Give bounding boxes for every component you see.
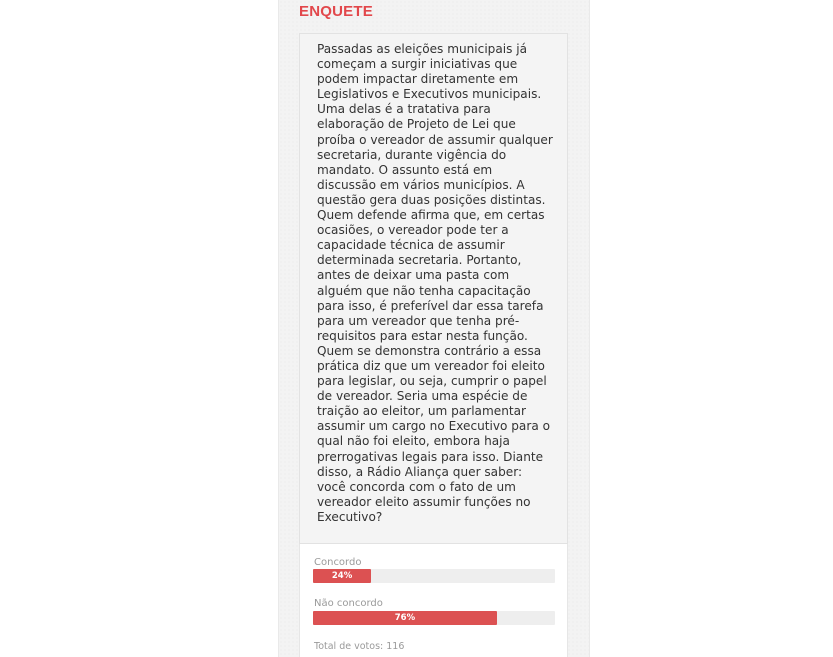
result-percent-nao-concordo: 76% [394,613,416,623]
result-percent-concordo: 24% [331,571,353,581]
poll-results [299,544,568,657]
poll-widget [278,0,590,657]
poll-question-text: Passadas as eleições municipais já começam a surgir iniciativas que podem impactar diretamente em Legislativos e Executivos municipais. Uma delas é a tratativa para elaboração de Projeto de Lei que proíba o vereador de assumir qualquer secretaria, durante vigência do mandato. O assunto está em discussão em vários municípios. A questão gera duas posições distintas. Quem defende afirma que, em certas ocasiões, o vereador pode ter a capacidade técnica de assumir determinada secretaria. Portanto, antes de deixar uma pasta com alguém que não tenha capacitação para isso, é preferível dar essa tarefa para um vereador que tenha pré-requisitos para estar nesta função. Quem se demonstra contrário a essa prática diz que um vereador foi eleito para legislar, ou seja, cumprir o papel de vereador. Seria uma espécie de traição ao eleitor, um parlamentar assumir um cargo no Executivo para o qual não foi eleito, embora haja prerrogativas legais para isso. Diante disso, a Rádio Aliança quer saber: você concorda com o fato de um vereador eleito assumir funções no Executivo? [317,42,553,524]
result-bar-concordo [313,569,555,583]
result-bar-fill-nao-concordo [313,611,497,625]
poll-question-box [299,33,568,544]
total-votes: Total de votos: 116 [314,641,405,652]
option-label-nao-concordo: Não concordo [314,598,383,609]
poll-title: ENQUETE [299,3,373,20]
option-label-concordo: Concordo [314,557,362,568]
result-bar-nao-concordo [313,611,555,625]
result-bar-fill-concordo [313,569,371,583]
